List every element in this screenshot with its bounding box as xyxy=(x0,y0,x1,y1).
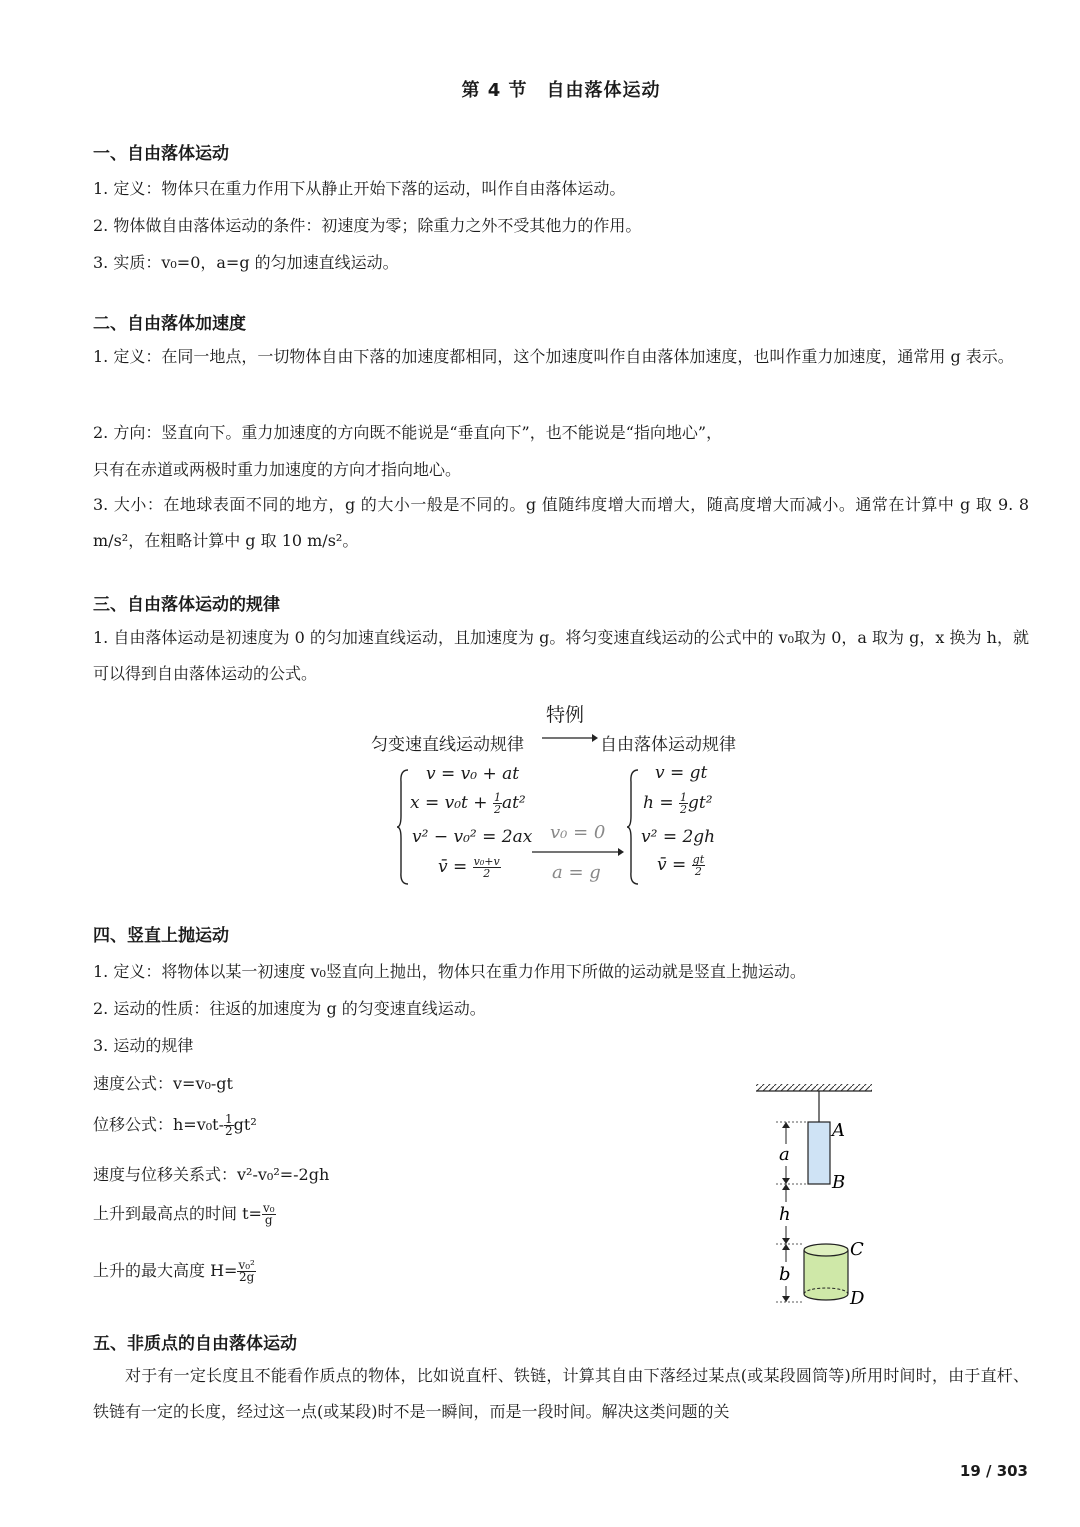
s2-paragraph-2b: 只有在赤道或两极时重力加速度的方向才指向地心。 xyxy=(93,460,462,479)
rod xyxy=(808,1122,830,1184)
section-3-heading: 三、自由落体运动的规律 xyxy=(93,595,280,615)
formula-velocity-displacement: 速度与位移关系式：v²-v₀²=-2gh xyxy=(93,1165,330,1184)
s2-paragraph-3: 3. 大小：在地球表面不同的地方，g 的大小一般是不同的。g 值随纬度增大而增大，随高度增大而减小。通常在计算中 g 取 9. 8 m/s²，在粗略计算中 g 取 10 m/s²。 xyxy=(93,495,1029,550)
ceiling-hatch xyxy=(756,1084,872,1091)
eq-free-fall-average-velocity: v̄ = $\frac{gt}{2}$ xyxy=(657,853,705,878)
eq-average-velocity: v̄ = $\frac{\text{v₀+v}}{2}$ xyxy=(438,855,500,880)
formula-max-height: 上升的最大高度 H= $\frac{\text{v₀²}}{2g}$ xyxy=(93,1258,255,1284)
eq-displacement: x = v₀t + $\frac{1}{2}$ at² xyxy=(410,791,526,816)
section-2-heading: 二、自由落体加速度 xyxy=(93,314,246,334)
s2-paragraph-2a: 2. 方向：竖直向下。重力加速度的方向既不能说是“垂直向下”，也不能说是“指向地心”， xyxy=(93,423,723,442)
s4-line-3: 3. 运动的规律 xyxy=(93,1036,194,1055)
eq-free-fall-velocity: v = gt xyxy=(655,763,708,783)
section-5-heading: 五、非质点的自由落体运动 xyxy=(93,1334,297,1354)
special-case-label: 特例 xyxy=(546,704,585,726)
s1-line-2: 2. 物体做自由落体运动的条件：初速度为零；除重力之外不受其他力的作用。 xyxy=(93,216,642,235)
label-a: a xyxy=(779,1144,790,1165)
condition-a: a = g xyxy=(552,862,601,883)
free-fall-rules-title: 自由落体运动规律 xyxy=(600,735,736,755)
s2-paragraph-1: 1. 定义：在同一地点，一切物体自由下落的加速度都相同，这个加速度叫作自由落体加速度，也叫作重力加速度，通常用 g 表示。 xyxy=(93,347,1014,366)
eq-velocity-displacement: v² − v₀² = 2ax xyxy=(412,827,533,847)
label-B: B xyxy=(832,1172,846,1193)
special-case-arrow xyxy=(540,732,600,744)
page-title: 第 4 节 自由落体运动 xyxy=(461,80,661,101)
section-4-heading: 四、竖直上抛运动 xyxy=(93,926,229,946)
section-1-heading: 一、自由落体运动 xyxy=(93,144,229,164)
cylinder-body xyxy=(804,1250,848,1300)
page-number: 19 / 303 xyxy=(959,1462,1028,1480)
condition-arrow xyxy=(530,846,626,858)
condition-v0: v₀ = 0 xyxy=(550,822,606,843)
label-C: C xyxy=(850,1239,864,1260)
s5-paragraph-1: 对于有一定长度且不能看作质点的物体，比如说直杆、铁链，计算其自由下落经过某点(或某段圆筒等)所用时间时，由于直杆、铁链有一定的长度，经过这一点(或某段)时不是一瞬间，而是一段时间。解决这类问题的关 xyxy=(93,1366,1029,1421)
uniform-motion-rules-title: 匀变速直线运动规律 xyxy=(371,735,524,755)
formula-velocity: 速度公式：v=v₀-gt xyxy=(93,1074,233,1093)
formula-displacement: 位移公式：h=v₀t- $\frac{1}{2}$ gt² xyxy=(93,1112,257,1138)
formula-time-to-top: 上升到最高点的时间 t= $\frac{\text{v₀}}{g}$ xyxy=(93,1201,275,1227)
s1-line-3: 3. 实质：v₀=0，a=g 的匀加速直线运动。 xyxy=(93,253,399,272)
s4-line-1: 1. 定义：将物体以某一初速度 v₀竖直向上抛出，物体只在重力作用下所做的运动就是竖直上抛运动。 xyxy=(93,962,806,981)
s3-paragraph-1: 1. 自由落体运动是初速度为 0 的匀加速直线运动，且加速度为 g。将匀变速直线运动的公式中的 v₀取为 0，a 取为 g，x 换为 h，就可以得到自由落体运动的公式。 xyxy=(93,628,1029,683)
left-brace xyxy=(396,768,410,886)
label-A: A xyxy=(832,1120,845,1141)
label-h: h xyxy=(779,1204,791,1225)
rod-cylinder-figure xyxy=(750,1080,880,1310)
s4-line-2: 2. 运动的性质：往返的加速度为 g 的匀变速直线运动。 xyxy=(93,999,486,1018)
eq-velocity: v = v₀ + at xyxy=(426,764,520,784)
right-brace xyxy=(626,768,640,886)
eq-free-fall-height: h = $\frac{1}{2}$ gt² xyxy=(643,791,713,816)
eq-free-fall-velocity-height: v² = 2gh xyxy=(641,827,716,847)
s1-line-1: 1. 定义：物体只在重力作用下从静止开始下落的运动，叫作自由落体运动。 xyxy=(93,179,626,198)
formula-diagram xyxy=(368,700,758,890)
label-b: b xyxy=(779,1264,791,1285)
cylinder-top xyxy=(804,1244,848,1256)
label-D: D xyxy=(850,1288,865,1309)
